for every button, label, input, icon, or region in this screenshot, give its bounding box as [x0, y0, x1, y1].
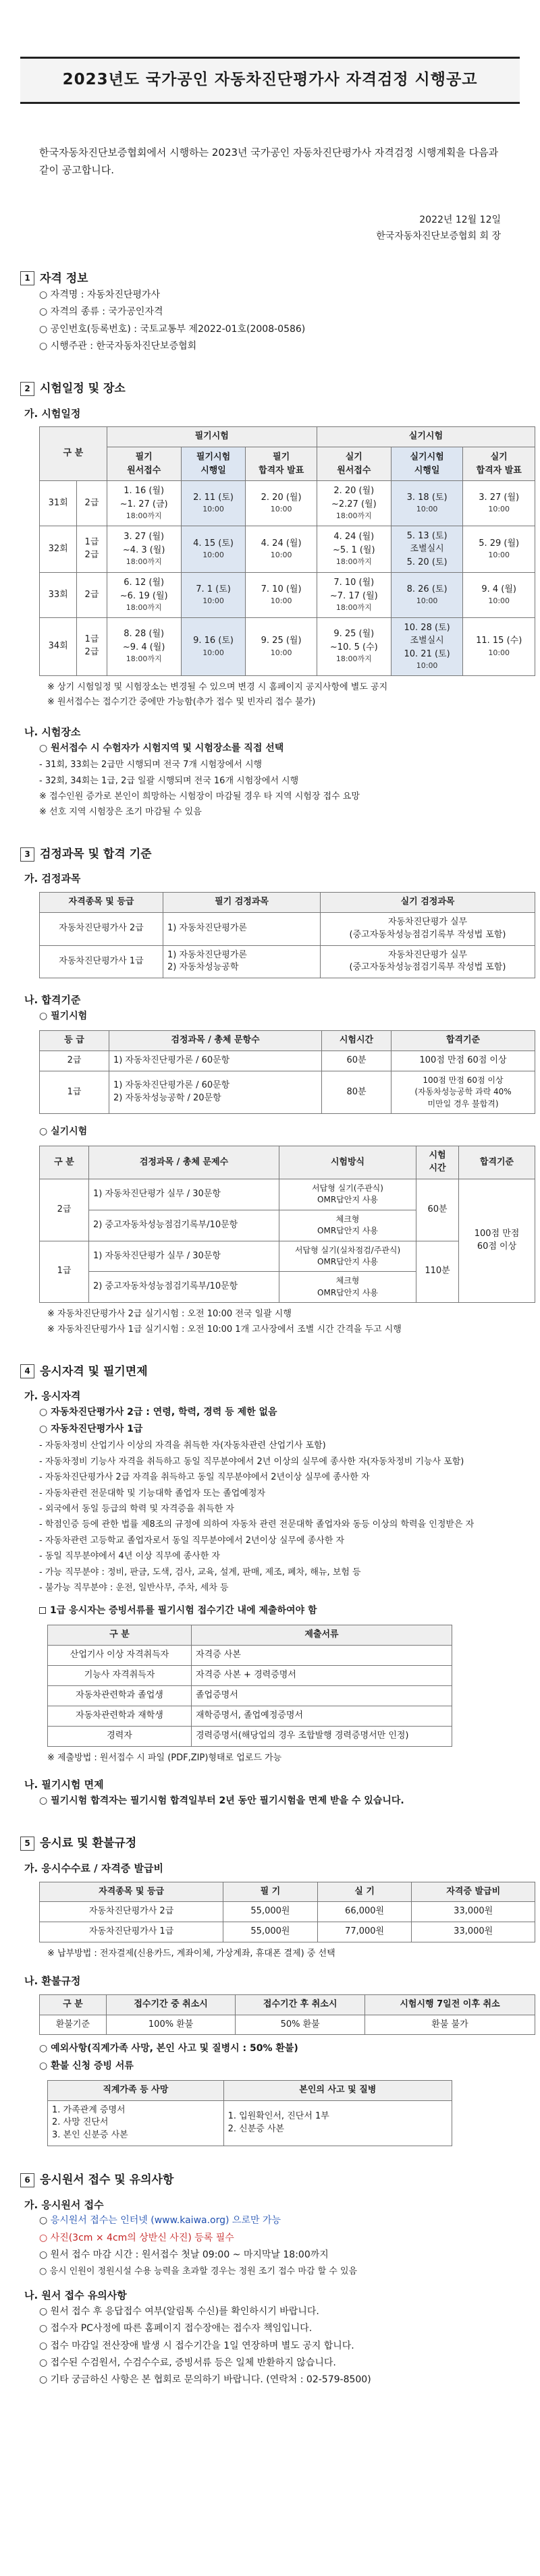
table-row: [40, 617, 535, 675]
table-row: [40, 573, 535, 618]
section-6-title: 응시원서 접수 및 유의사항: [40, 2173, 174, 2187]
section-4-title: 응시자격 및 필기면제: [40, 1364, 148, 1378]
round-label: 34회: [40, 617, 77, 675]
table-row: [40, 1179, 535, 1210]
table-header: 실기 합격자 발표: [463, 447, 535, 481]
list-item: - 자동차진단평가사 2급 자격을 취득하고 동일 직무분야에서 2년이상 실무에 종사한 자: [39, 1472, 370, 1483]
table-row: [48, 2100, 452, 2146]
list-item: - 외국에서 동일 등급의 학력 및 자격증을 취득한 자: [39, 1503, 234, 1514]
table-cell: 환불기준: [40, 2015, 107, 2035]
table-cell: 55,000원: [223, 1922, 318, 1942]
list-item: - 자동차정비 산업기사 이상의 자격을 취득한 자(자동차관련 산업기사 포함): [39, 1440, 326, 1451]
table-cell: 3. 18 (토) 10:00: [391, 481, 463, 526]
table-row: [40, 945, 535, 978]
table-cell: 자동차진단평가사 2급: [40, 912, 163, 945]
table-cell: 졸업증명서: [192, 1686, 452, 1706]
table-header: 자격종목 및 등급: [40, 1882, 223, 1902]
refund-docs-head: ○ 환불 신청 증빙 서류: [39, 2060, 134, 2071]
eligibility-subheading: 가. 응시자격: [24, 1390, 81, 1403]
table-cell: 100점 만점 60점 이상: [392, 1051, 535, 1071]
table-cell: 100점 만점 60점 이상: [459, 1179, 535, 1303]
section-2-number: 2: [20, 382, 34, 396]
table-cell: 4. 15 (토) 10:00: [181, 526, 246, 573]
table-row: [48, 1726, 452, 1746]
table-header: 자격증 발급비: [412, 1882, 535, 1902]
table-row: [40, 912, 535, 945]
grade-label: 1급 2급: [77, 526, 107, 573]
table-header: 자격종목 및 등급: [40, 893, 163, 913]
grade-label: 2급: [77, 573, 107, 618]
section-1-heading: [20, 271, 520, 287]
table-header: 시험방식: [279, 1146, 416, 1179]
table-cell: 자격증 사본: [192, 1646, 452, 1666]
list-item: ※ 자동차진단평가사 1급 실기시험 : 오전 10:00 1개 고사장에서 조별 시간 간격을 두고 시행: [47, 1324, 402, 1335]
notice-title: 2023년도 국가공인 자동차진단평가사 자격검정 시행공고: [20, 57, 520, 104]
list-item: ○ 기타 궁금하신 사항은 본 협회로 문의하기 바랍니다. (연락처 : 02-579-8500): [39, 2374, 371, 2385]
table-cell: 3. 27 (월) ~4. 3 (월) 18:00까지: [107, 526, 181, 573]
list-item: ○ 자격의 종류 : 국가공인자격: [39, 306, 163, 318]
list-item: ○ 사진(3cm × 4cm의 상반신 사진) 등록 필수: [39, 2232, 234, 2243]
application-subheading: 가. 응시원서 접수: [24, 2198, 104, 2211]
table-cell: 1) 자동차진단평가론 / 60문항 2) 자동차성능공학 / 20문항: [109, 1071, 322, 1113]
section-2-heading: [20, 381, 520, 397]
fee-subheading: 가. 응시수수료 / 자격증 발급비: [24, 1861, 163, 1874]
table-cell: 체크형 OMR답안지 사용: [279, 1272, 416, 1303]
table-cell: 9. 25 (월) ~10. 5 (수) 18:00까지: [317, 617, 391, 675]
table-cell: 11. 15 (수) 10:00: [463, 617, 535, 675]
section-1-list: [20, 287, 520, 355]
table-header: 필 기: [223, 1882, 318, 1902]
table-cell: 9. 4 (월) 10:00: [463, 573, 535, 618]
exempt-text: ○ 필기시험 합격자는 필기시험 합격일부터 2년 동안 필기시험을 면제 받을 수 있습니다.: [39, 1795, 404, 1807]
fee-table: [39, 1882, 535, 1943]
section-5-title: 응시료 및 환불규정: [40, 1837, 137, 1851]
grade1-items: [20, 1438, 520, 1596]
docs-head: 1급 응시자는 증빙서류를 필기시험 접수기간 내에 제출하여야 함: [39, 1602, 520, 1619]
table-cell: 자동차진단평가사 1급: [40, 1922, 223, 1942]
table-cell: 1. 입원확인서, 진단서 1부 2. 신분증 사본: [223, 2100, 452, 2146]
table-cell: 7. 10 (월) 10:00: [246, 573, 317, 618]
notice-org: 한국자동차진단보증협회 회 장: [376, 230, 501, 242]
grade-label: 2급: [77, 481, 107, 526]
schedule-body: [40, 481, 535, 676]
notice-page: [0, 57, 540, 2388]
table-header: 구 분: [40, 1146, 89, 1179]
section-6-number: 6: [20, 2173, 34, 2187]
table-header: 합격기준: [392, 1031, 535, 1051]
table-cell: 자동차관련학과 재학생: [48, 1706, 192, 1726]
table-cell: 산업기사 이상 자격취득자: [48, 1646, 192, 1666]
place-head: ○ 원서접수 시 수험자가 시험지역 및 시험장소를 직접 선택: [39, 742, 284, 754]
schedule-notes: [20, 680, 520, 711]
table-cell: 환불 불가: [364, 2015, 535, 2035]
table-cell: 3. 27 (월) 10:00: [463, 481, 535, 526]
table-header: 등 급: [40, 1031, 109, 1051]
table-cell: 5. 29 (월) 10:00: [463, 526, 535, 573]
table-cell: 100% 환불: [106, 2015, 236, 2035]
list-item: ○ 접수된 수검원서, 수검수수료, 증빙서류 등은 일체 반환하지 않습니다.: [39, 2357, 336, 2368]
table-header: 제출서류: [192, 1625, 452, 1646]
table-cell: 10. 28 (토) 조별실시 10. 21 (토) 10:00: [391, 617, 463, 675]
table-cell: 1) 자동차진단평가론 2) 자동차성능공학: [163, 945, 321, 978]
table-header: 필기시험 시행일: [181, 447, 246, 481]
table-row: [48, 1666, 452, 1686]
list-item: - 자동차관련 전문대학 및 기능대학 졸업자 또는 졸업예정자: [39, 1488, 266, 1499]
table-cell: 55,000원: [223, 1902, 318, 1922]
table-row: [40, 526, 535, 573]
table-header: 시험 시간: [416, 1146, 459, 1179]
table-cell: 서답형 실기(실차점검/주관식) OMR답안지 사용: [279, 1241, 416, 1272]
table-header: 직계가족 등 사망: [48, 2080, 224, 2100]
section-4-number: 4: [20, 1364, 34, 1378]
table-cell: 4. 24 (월) 10:00: [246, 526, 317, 573]
table-cell: 1) 자동차진단평가론 / 60문항: [109, 1051, 322, 1071]
table-cell: 체크형 OMR답안지 사용: [279, 1210, 416, 1241]
exempt-subheading: 나. 필기시험 면제: [24, 1779, 104, 1791]
table-row: [48, 1706, 452, 1726]
list-item: ○ 자격명 : 자동차진단평가사: [39, 289, 161, 301]
table-row: [40, 1902, 535, 1922]
dateline: [20, 213, 501, 245]
table-cell: 자동차진단평가사 1급: [40, 945, 163, 978]
table-cell: 2) 중고자동차성능점검기록부/10문항: [89, 1210, 279, 1241]
schedule-table: [39, 426, 535, 675]
round-label: 33회: [40, 573, 77, 618]
section-1-title: 자격 정보: [40, 271, 88, 285]
list-item: ○ 원서 접수 후 응답접수 여부(알림톡 수신)를 확인하시기 바랍니다.: [39, 2306, 319, 2318]
table-cell: 8. 28 (월) ~9. 4 (월) 18:00까지: [107, 617, 181, 675]
table-cell: 7. 10 (월) ~7. 17 (월) 18:00까지: [317, 573, 391, 618]
table-cell: 50% 환불: [236, 2015, 365, 2035]
table-cell: 1. 16 (월) ~1. 27 (금) 18:00까지: [107, 481, 181, 526]
pass-subheading: 나. 합격기준: [24, 994, 81, 1007]
table-cell: 77,000원: [317, 1922, 412, 1942]
table-cell: 60분: [322, 1051, 392, 1071]
table-cell: 자동차진단평가사 2급: [40, 1902, 223, 1922]
list-item: - 불가능 직무분야 : 운전, 일반사무, 주차, 세차 등: [39, 1582, 229, 1593]
list-item: - 동일 직무분야에서 4년 이상 직무에 종사한 자: [39, 1551, 220, 1562]
grade2-eligibility: ○ 자동차진단평가사 2급 : 연령, 학력, 경력 등 제한 없음: [39, 1407, 277, 1418]
list-item: ○ 접수자 PC사정에 따른 홈페이지 접수장애는 접수자 책임입니다.: [39, 2323, 313, 2334]
table-cell: 5. 13 (토) 조별실시 5. 20 (토): [391, 526, 463, 573]
table-cell: 재학증명서, 졸업예정증명서: [192, 1706, 452, 1726]
list-item: - 32회, 34회는 1급, 2급 일괄 시행되며 전국 16개 시험장에서 시행: [39, 775, 299, 786]
refund-docs-table: [47, 2080, 452, 2146]
section-3-heading: [20, 846, 520, 863]
round-label: 32회: [40, 526, 77, 573]
table-cell: 7. 1 (토) 10:00: [181, 573, 246, 618]
table-cell: 110분: [416, 1241, 459, 1303]
list-item: ○ 접수 마감일 전산장애 발생 시 접수기간을 1일 연장하며 별도 공지 합니다.: [39, 2340, 354, 2351]
table-cell: 1. 가족관계 증명서 2. 사망 진단서 3. 본인 신분증 사본: [48, 2100, 224, 2146]
table-cell: 1급: [40, 1071, 109, 1113]
table-header: 실기시험 시행일: [391, 447, 463, 481]
table-header: 실기 원서접수: [317, 447, 391, 481]
table-cell: 2. 20 (월) 10:00: [246, 481, 317, 526]
list-item: ※ 원서접수는 접수기간 중에만 가능함(추가 접수 및 빈자리 접수 불가): [47, 697, 316, 708]
docs-body: [48, 1646, 452, 1746]
schedule-subheading: 가. 시험일정: [24, 407, 81, 420]
subjects-subheading: 가. 검정과목: [24, 872, 81, 885]
table-cell: 2급: [40, 1051, 109, 1071]
table-header: 실기 검정과목: [321, 893, 535, 913]
list-item: ○ 응시원서 접수는 인터넷 (www.kaiwa.org) 으로만 가능: [39, 2215, 281, 2227]
notice-date: 2022년 12월 12일: [419, 215, 501, 225]
table-row: [48, 1646, 452, 1666]
list-item: ※ 선호 지역 시험장은 조기 마감될 수 있음: [39, 807, 202, 818]
table-header: 실기시험: [317, 427, 535, 447]
table-header: 검정과목 / 총체 문항수: [109, 1031, 322, 1051]
intro-text: 한국자동차진단보증협회에서 시행하는 2023년 국가공인 자동차진단평가사 자격검정 시행계획을 다음과 같이 공고합니다.: [39, 146, 499, 176]
table-cell: 서답형 실기(주관식) OMR답안지 사용: [279, 1179, 416, 1210]
list-item: ○ 원서 접수 마감 시간 : 원서접수 첫날 09:00 ~ 마지막날 18:00까지: [39, 2249, 329, 2260]
care-subheading: 나. 원서 접수 유의사항: [24, 2289, 127, 2302]
table-header: 필기 검정과목: [163, 893, 321, 913]
list-item: - 가능 직무분야 : 정비, 판금, 도색, 검사, 교육, 설계, 판매, 제조, 폐차, 해뉴, 보험 등: [39, 1567, 361, 1577]
table-cell: 자동차관련학과 졸업생: [48, 1686, 192, 1706]
table-header: 필기 원서접수: [107, 447, 181, 481]
table-header: 합격기준: [459, 1146, 535, 1179]
list-item: ※ 상기 시험일정 및 시험장소는 변경될 수 있으며 변경 시 홈페이지 공지사항에 별도 공지: [47, 681, 388, 692]
list-item: - 자동차정비 기능사 자격을 취득하고 동일 직무분야에서 2년 이상의 실무에 종사한 자(자동차정비 기능사 포함): [39, 1456, 464, 1467]
square-icon: [39, 1607, 46, 1614]
docs-table: [47, 1625, 452, 1746]
practical-table: [39, 1146, 535, 1303]
table-cell: 2) 중고자동차성능점검기록부/10문항: [89, 1272, 279, 1303]
table-cell: 자동차진단평가 실무 (중고자동차성능점검기록부 작성법 포함): [321, 945, 535, 978]
list-item: - 학점인증 등에 관한 법률 제8조의 규정에 의하여 자동차 관련 전문대학 졸업자와 동등 이상의 학력을 인정받은 자: [39, 1519, 475, 1530]
table-cell: 100점 만점 60점 이상 (자동차성능공학 과락 40% 미만일 경우 불합격): [392, 1071, 535, 1113]
table-cell: 4. 24 (월) ~5. 1 (월) 18:00까지: [317, 526, 391, 573]
section-6-heading: [20, 2172, 520, 2189]
table-cell: 33,000원: [412, 1922, 535, 1942]
table-row: [48, 1686, 452, 1706]
round-label: 31회: [40, 481, 77, 526]
table-cell: 자동차진단평가 실무 (중고자동차성능점검기록부 작성법 포함): [321, 912, 535, 945]
section-1-number: 1: [20, 271, 34, 285]
table-cell: 1) 자동차진단평가론: [163, 912, 321, 945]
table-header: 필기 합격자 발표: [246, 447, 317, 481]
table-cell: 2급: [40, 1179, 89, 1241]
section-3-number: 3: [20, 847, 34, 862]
section-5-number: 5: [20, 1837, 34, 1851]
list-item: ○ 시행주관 : 한국자동차진단보증협회: [39, 340, 197, 352]
table-cell: 1급: [40, 1241, 89, 1303]
table-cell: 33,000원: [412, 1902, 535, 1922]
table-cell: 2. 20 (월) ~2.27 (월) 18:00까지: [317, 481, 391, 526]
table-cell: 8. 26 (토) 10:00: [391, 573, 463, 618]
refund-subheading: 나. 환불규정: [24, 1974, 81, 1987]
section-3-title: 검정과목 및 합격 기준: [40, 847, 152, 861]
list-item: ※ 자동차진단평가사 2급 실기시험 : 오전 10:00 전국 일괄 시행: [47, 1309, 292, 1320]
section-2-title: 시험일정 및 장소: [40, 381, 126, 395]
table-header: 구 분: [40, 1994, 107, 2015]
table-cell: 1) 자동차진단평가 실무 / 30문항: [89, 1179, 279, 1210]
list-item: ※ 접수인원 증가로 본인이 희망하는 시험장이 마감될 경우 타 지역 시험장 접수 요망: [39, 791, 360, 802]
section-4-heading: [20, 1364, 520, 1380]
table-cell: 기능사 자격취득자: [48, 1666, 192, 1686]
table-header: 시험시간: [322, 1031, 392, 1051]
table-row: [40, 1922, 535, 1942]
list-item: - 자동차관련 고등학교 졸업자로서 동일 직무분야에서 2년이상 실무에 종사한 자: [39, 1535, 345, 1546]
subjects-table: [39, 892, 535, 978]
table-cell: 경력자: [48, 1726, 192, 1746]
table-header: 구 분: [48, 1625, 192, 1646]
table-cell: 66,000원: [317, 1902, 412, 1922]
practical-title: ○ 실기시험: [39, 1126, 88, 1138]
table-header: 본인의 사고 및 질병: [223, 2080, 452, 2100]
table-row: [40, 1071, 535, 1113]
table-header: 구 분: [40, 427, 107, 481]
docs-note: ※ 제출방법 : 원서접수 시 파일 (PDF,ZIP)형태로 업로드 가능: [47, 1752, 282, 1763]
grade1-eligibility: ○ 자동차진단평가사 1급: [39, 1424, 143, 1435]
table-row: [40, 481, 535, 526]
table-cell: 6. 12 (월) ~6. 19 (월) 18:00까지: [107, 573, 181, 618]
table-header: 필기시험: [107, 427, 317, 447]
table-cell: 9. 25 (월) 10:00: [246, 617, 317, 675]
table-row: [40, 1051, 535, 1071]
list-item: ○ 응시 인원이 정원시설 수용 능력을 초과할 경우는 정원 조기 접수 마감 할 수 있음: [39, 2266, 358, 2277]
grade-label: 1급 2급: [77, 617, 107, 675]
written-title: ○ 필기시험: [39, 1011, 88, 1022]
written-table: [39, 1030, 535, 1114]
section-5-heading: [20, 1835, 520, 1852]
table-header: 검정과목 / 총체 문제수: [89, 1146, 279, 1179]
list-item: ○ 공인번호(등록번호) : 국토교통부 제2022-01호(2008-0586): [39, 323, 306, 335]
table-cell: 9. 16 (토) 10:00: [181, 617, 246, 675]
table-cell: 60분: [416, 1179, 459, 1241]
table-header: 시험시행 7일전 이후 취소: [364, 1994, 535, 2015]
table-row: [40, 2015, 535, 2035]
refund-extra: ○ 예외사항(직계가족 사망, 본인 사고 및 질병시 : 50% 환불): [39, 2043, 298, 2054]
fee-note: ※ 납부방법 : 전자결제(신용카드, 계좌이체, 가상계좌, 휴대폰 결제) 중 선택: [47, 1949, 335, 1959]
table-cell: 경력증명서(해당업의 경우 조합발행 경력증명서만 인정): [192, 1726, 452, 1746]
table-cell: 80분: [322, 1071, 392, 1113]
table-header: 접수기간 후 취소시: [236, 1994, 365, 2015]
list-item: - 31회, 33회는 2급만 시행되며 전국 7개 시험장에서 시행: [39, 760, 263, 771]
table-header: 실 기: [317, 1882, 412, 1902]
practical-notes: [20, 1307, 520, 1338]
table-cell: 자격증 사본 + 경력증명서: [192, 1666, 452, 1686]
refund-table: [39, 1994, 535, 2036]
table-cell: 2. 11 (토) 10:00: [181, 481, 246, 526]
place-subheading: 나. 시험장소: [24, 726, 81, 739]
table-cell: 1) 자동차진단평가 실무 / 30문항: [89, 1241, 279, 1272]
table-header: 접수기간 중 취소시: [106, 1994, 236, 2015]
